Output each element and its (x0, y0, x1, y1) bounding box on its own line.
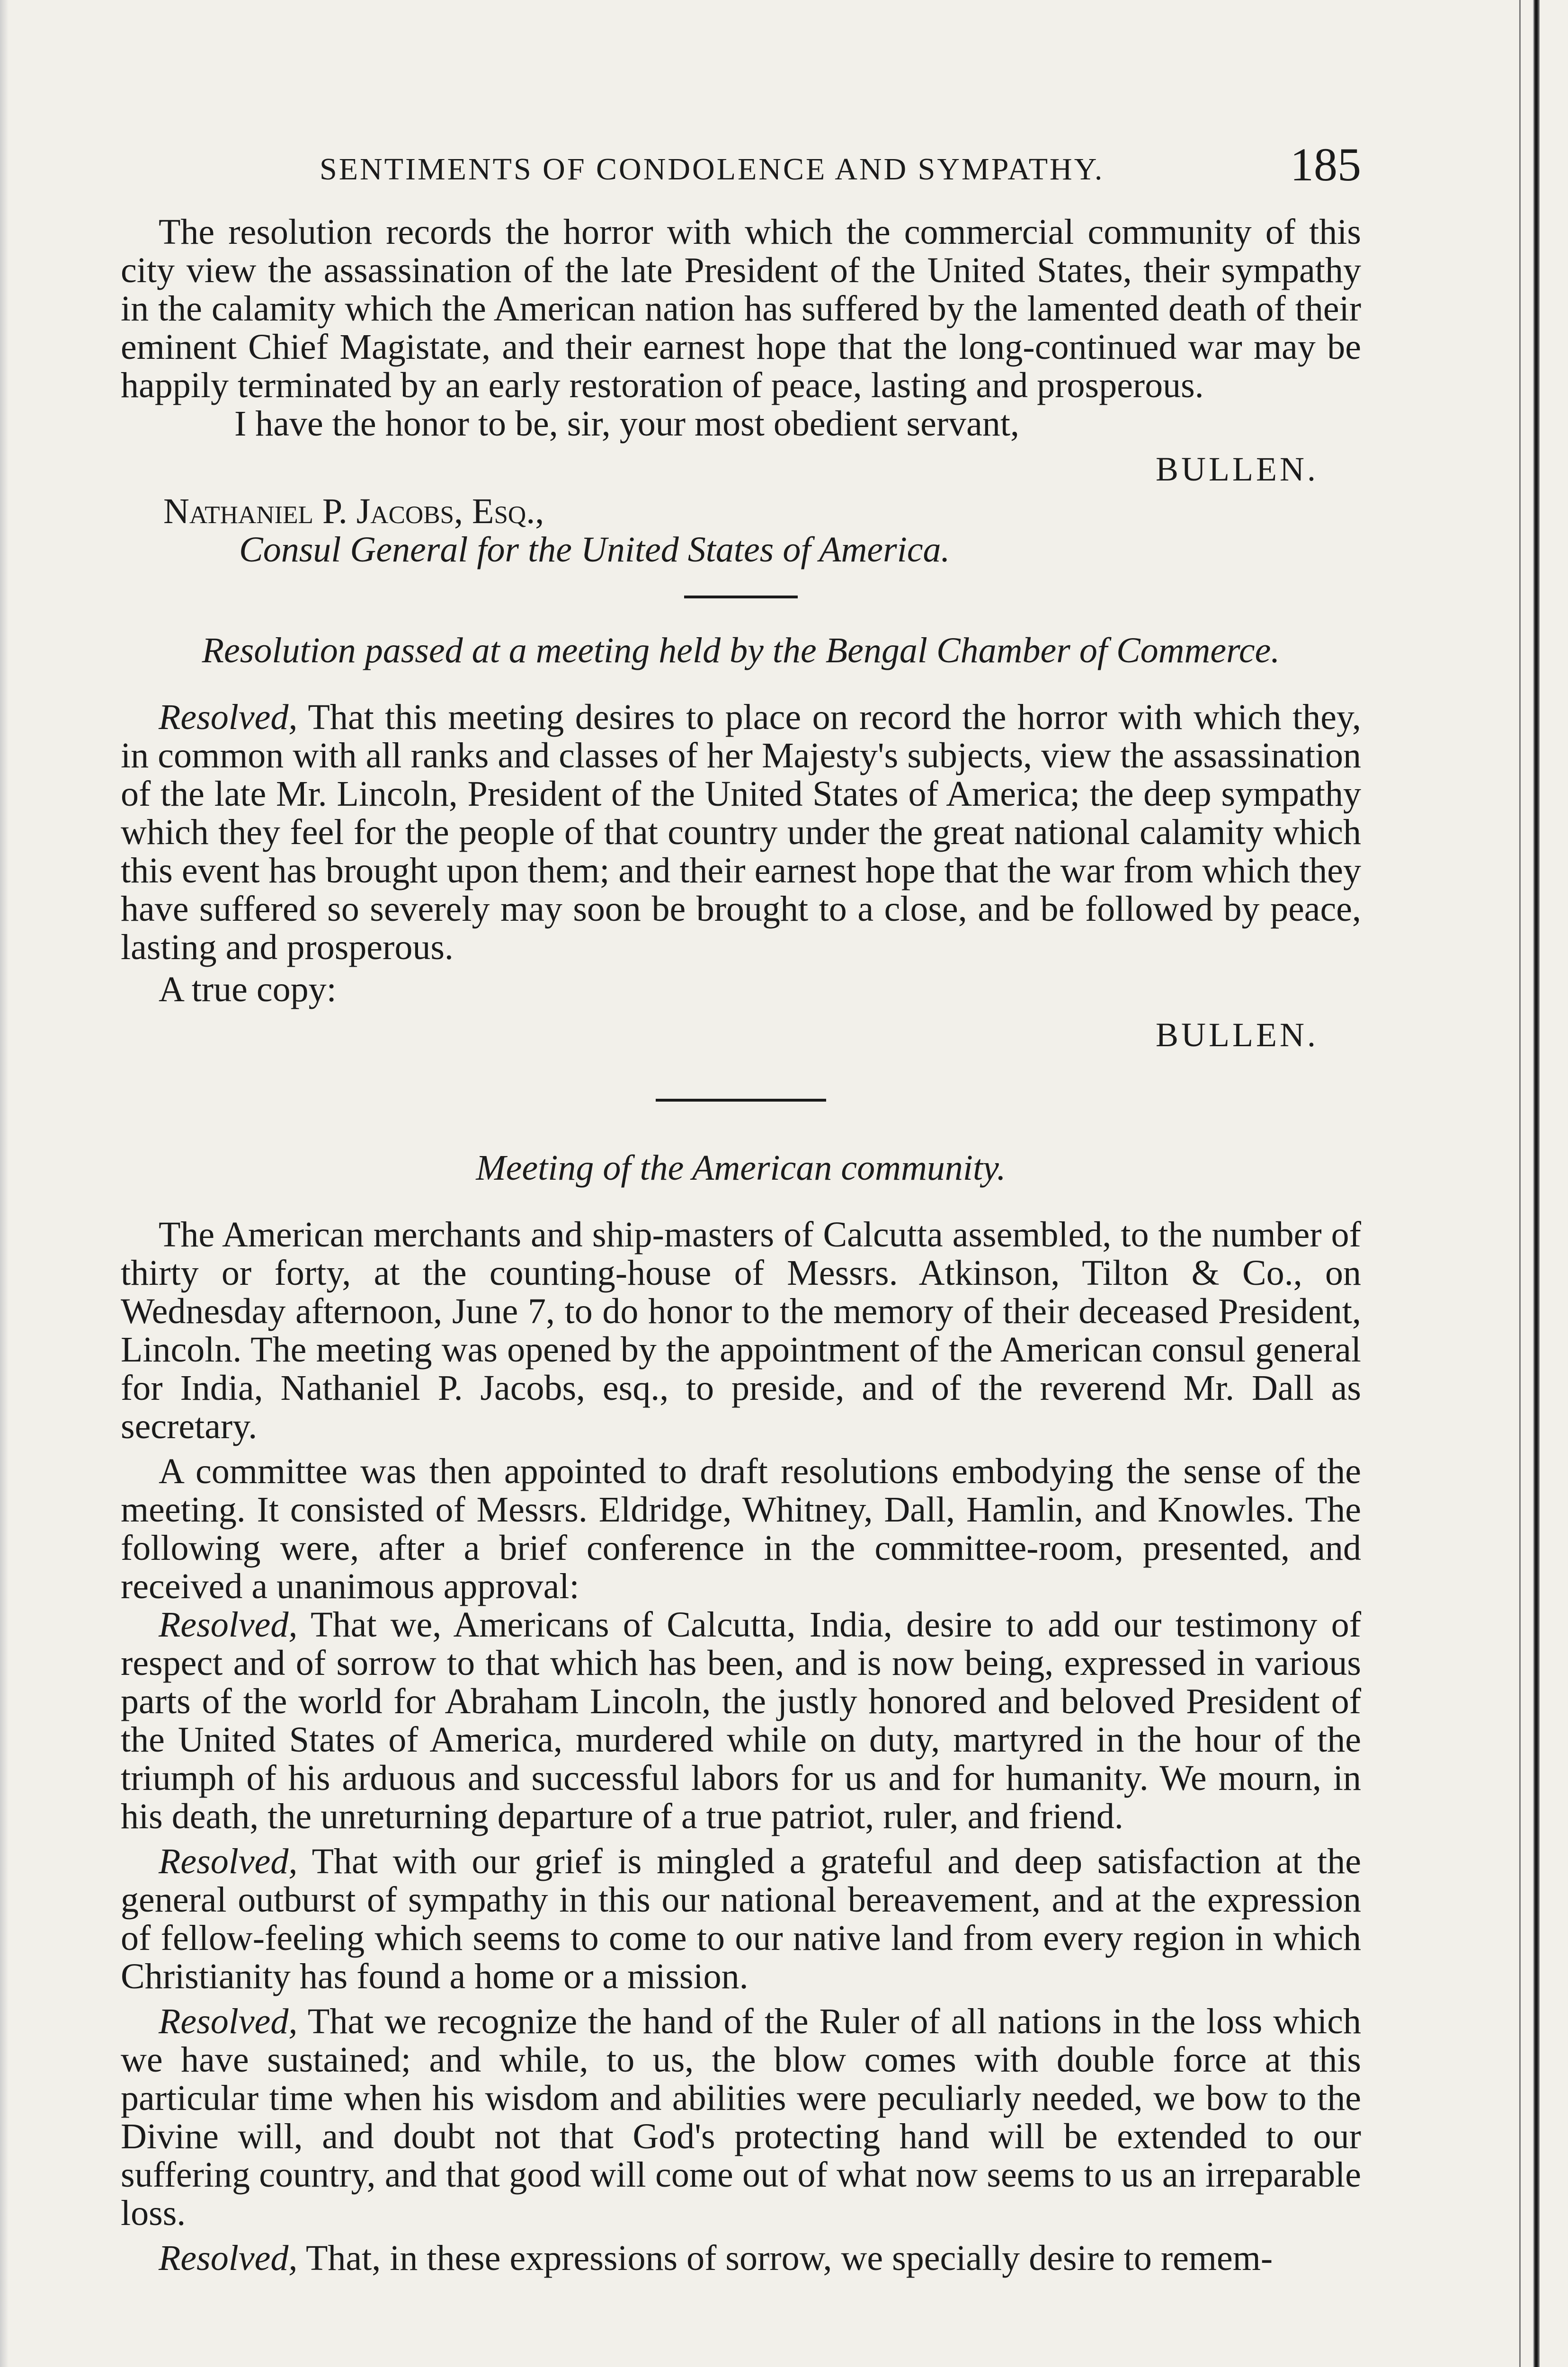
american-para-2: A committee was then appointed to draft resolutions embodying the sense of the meeting. It consisted of Messrs. Eldridge, Whitney, Dall, Hamlin, and Knowles. The following were, after a brief conference in the committee-room, presented, and received a unanimous approval: (121, 1451, 1361, 1606)
document-page (121, 133, 1361, 2278)
bengal-resolution (121, 698, 1361, 967)
american-resolution-3-text: That we recognize the hand of the Ruler of all nations in the loss which we have sustained; and while, to us, the blow comes with double force at this particular time when his wisdom and abilities were peculiarly needed, we bow to the Divine will, and doubt not that God's protecting hand will be extended to our suffering country, and that good will come out of what now seems to us an irreparable loss. (121, 2002, 1361, 2233)
american-resolution-4 (121, 2239, 1361, 2278)
american-resolution-1 (121, 1606, 1361, 1836)
resolved-word: Resolved, (159, 697, 298, 737)
bengal-section-title: Resolution passed at a meeting held by the Bengal Chamber of Commerce. (202, 631, 1280, 670)
american-resolution-4-text: That, in these expressions of sorrow, we specially desire to remem- (297, 2238, 1273, 2278)
american-resolution-2 (121, 1842, 1361, 1996)
bengal-section (121, 632, 1361, 1056)
section-divider (684, 596, 798, 598)
page-header (121, 133, 1361, 208)
resolved-word: Resolved, (159, 2002, 298, 2041)
running-title: SENTIMENTS OF CONDOLENCE AND SYMPATHY. (320, 152, 1105, 187)
american-resolution-1-text: That we, Americans of Calcutta, India, desire to add our testimony of respect and of sorrow to that which has been, and is now being, expressed in various parts of the world for Abraham Lincoln, the justly honored and beloved President of the United States of America, murdered while on duty, martyred in the hour of the triumph of his arduous and successful labors for us and for humanity. We mourn, in his death, the unreturning departure of a true patriot, ruler, and friend. (121, 1605, 1361, 1836)
american-section-title: Meeting of the American community. (476, 1148, 1006, 1188)
section-divider (656, 1099, 826, 1102)
page-edge-line (1519, 0, 1521, 2367)
page-binding-edge (1533, 0, 1540, 2367)
page-left-shadow (0, 0, 9, 2367)
american-para-1: The American merchants and ship-masters of Calcutta assembled, to the number of thirty or forty, at the counting-house of Messrs. Atkinson, Tilton & Co., on Wednesday afternoon, June 7, to do honor to the memory of their deceased President, Lincoln. The meeting was opened by the appointment of the American consul general for India, Nathaniel P. Jacobs, esq., to preside, and of the reverend Mr. Dall as secretary. (121, 1215, 1361, 1446)
letter-signature: BULLEN. (1156, 450, 1319, 488)
resolved-word: Resolved, (159, 1605, 298, 1645)
american-section (121, 1149, 1361, 2278)
american-resolution-3 (121, 2002, 1361, 2233)
letter-signoff: I have the honor to be, sir, your most obedient servant, (234, 404, 1020, 444)
american-resolution-2-text: That with our grief is mingled a grateful and deep satisfaction at the general outburst of sympathy in this our national bereavement, and at the expression of fellow-feeling which seems to come to our native land from every region in which Christianity has found a home or a mission. (121, 1842, 1361, 1996)
letter-body: The resolution records the horror with which the commercial community of this city view the assassination of the late President of the United States, their sympathy in the calamity which the American nation has suffered by the lamented death of their eminent Chief Magistate, and their earnest hope that the long-continued war may be happily terminated by an early restoration of peace, lasting and prosperous. (121, 212, 1361, 405)
addressee-title: Consul General for the United States of America. (239, 530, 950, 570)
addressee-name: Nathaniel P. Jacobs, Esq., (163, 491, 544, 531)
bengal-signature: BULLEN. (1156, 1016, 1319, 1054)
addressee-block (163, 492, 1361, 569)
resolved-word: Resolved, (159, 2238, 298, 2278)
bengal-resolution-text: That this meeting desires to place on record the horror with which they, in common with all ranks and classes of her Majesty's subjects, view the assassination of the late Mr. Lincoln, President of the United States of America; the deep sympathy which they feel for the people of that country under the great national calamity which this event has brought upon them; and their earnest hope that the war from which they have suffered so severely may soon be brought to a close, and be followed by peace, lasting and prosperous. (121, 697, 1361, 967)
true-copy-label: A true copy: (159, 970, 337, 1009)
letter-section (121, 213, 1361, 569)
resolved-word: Resolved, (159, 1842, 298, 1881)
page-number: 185 (1290, 138, 1361, 191)
